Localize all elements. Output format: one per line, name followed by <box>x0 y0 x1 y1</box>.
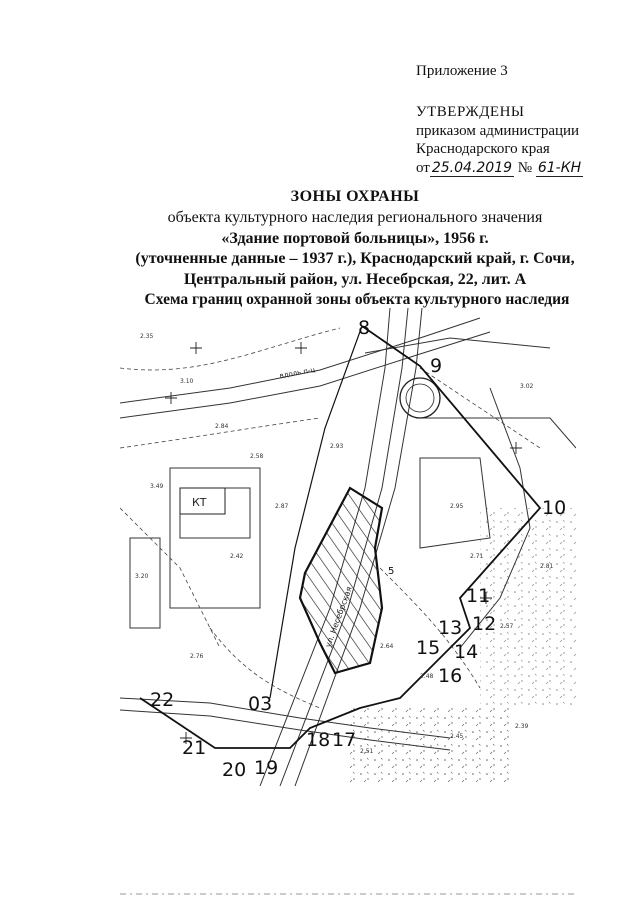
svg-text:3.02: 3.02 <box>520 383 534 390</box>
point-label: 16 <box>438 665 463 687</box>
svg-text:2.95: 2.95 <box>450 503 464 510</box>
svg-text:2.84: 2.84 <box>215 423 229 430</box>
svg-text:2.71: 2.71 <box>470 553 484 560</box>
handwritten-number: 61-КН <box>537 160 582 176</box>
kt-label: КТ <box>192 496 207 509</box>
map-svg <box>120 308 576 786</box>
number-sign: № <box>517 160 533 176</box>
svg-text:2.93: 2.93 <box>330 443 344 450</box>
point-label: 11 <box>466 585 491 607</box>
point-label: 18 <box>306 729 331 751</box>
svg-text:3.20: 3.20 <box>135 573 149 580</box>
svg-text:2.39: 2.39 <box>515 723 529 730</box>
point-label: 21 <box>182 737 207 759</box>
point-label: 9 <box>430 355 443 377</box>
document-title <box>100 187 610 291</box>
appendix-label: Приложение 3 <box>416 63 508 79</box>
street-label-2: вдоль п-ц <box>278 365 316 380</box>
svg-text:2.57: 2.57 <box>500 623 514 630</box>
approval-line-1: приказом администрации <box>416 122 580 139</box>
svg-text:2.51: 2.51 <box>360 748 374 755</box>
svg-text:2.81: 2.81 <box>540 563 554 570</box>
point-label: 19 <box>254 757 279 779</box>
vegetation-area-east <box>480 508 576 708</box>
svg-text:2.45: 2.45 <box>450 733 464 740</box>
svg-text:3.10: 3.10 <box>180 378 194 385</box>
point-label: 22 <box>150 689 175 711</box>
approval-date-line <box>416 159 583 178</box>
svg-text:2.58: 2.58 <box>250 453 264 460</box>
svg-text:2.48: 2.48 <box>420 673 434 680</box>
handwritten-date: 25.04.2019 <box>431 160 513 176</box>
from-prefix: от <box>416 160 430 176</box>
point-label: 17 <box>332 729 357 751</box>
svg-text:2.35: 2.35 <box>140 333 154 340</box>
footer-dashes <box>120 893 576 895</box>
approved-label: УТВЕРЖДЕНЫ <box>416 103 525 120</box>
approval-block <box>416 62 583 178</box>
boundary-map <box>120 308 576 786</box>
svg-text:2.87: 2.87 <box>275 503 289 510</box>
point-label: 14 <box>454 641 479 663</box>
point-label: 15 <box>416 637 441 659</box>
point-label: 13 <box>438 617 463 639</box>
point-label: 03 <box>248 693 273 715</box>
point-label: 20 <box>222 759 247 781</box>
title-line-4: (уточненные данные – 1937 г.), Краснодарский край, г. Сочи, <box>135 250 575 268</box>
title-line-5: Центральный район, ул. Несебрская, 22, лит. А <box>183 271 527 289</box>
svg-text:2.76: 2.76 <box>190 653 204 660</box>
title-line-2: объекта культурного наследия регионального значения <box>167 208 543 226</box>
scheme-caption: Схема границ охранной зоны объекта культурного наследия <box>144 291 570 308</box>
point-label: 12 <box>472 613 497 635</box>
title-line-1: ЗОНЫ ОХРАНЫ <box>290 188 420 205</box>
svg-text:3.49: 3.49 <box>150 483 164 490</box>
point-label: 8 <box>358 317 371 339</box>
svg-text:2.64: 2.64 <box>380 643 394 650</box>
title-line-3: «Здание портовой больницы», 1956 г. <box>221 229 489 247</box>
point-label: 10 <box>542 497 567 519</box>
street-label-1: ул. Несебрская <box>323 585 354 649</box>
svg-text:2.42: 2.42 <box>230 553 244 560</box>
approval-line-2: Краснодарского края <box>416 141 550 158</box>
point-label: 5 <box>388 566 395 577</box>
